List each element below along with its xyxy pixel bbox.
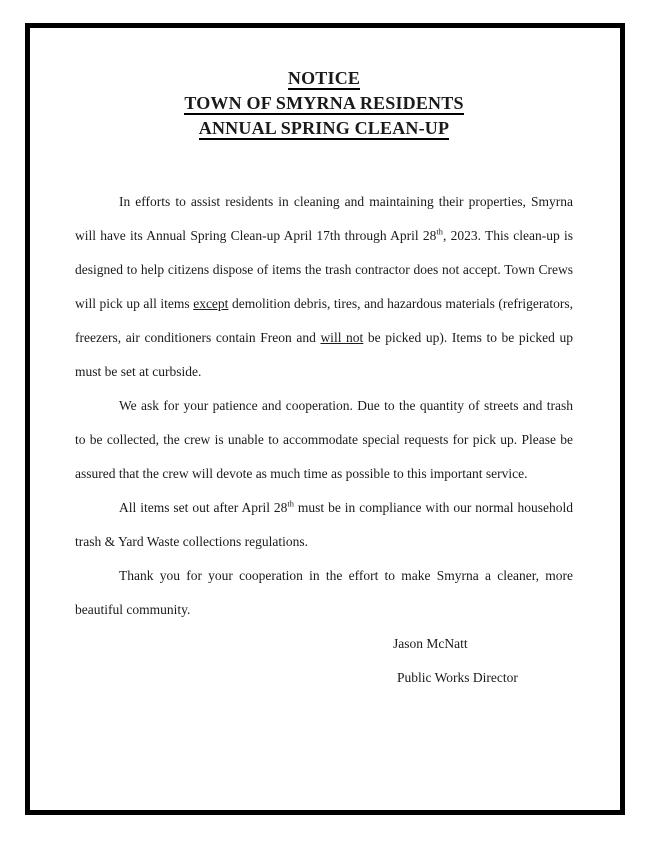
signature-title: Public Works Director (397, 670, 518, 685)
page-border-frame (25, 23, 625, 815)
paragraph-patience: We ask for your patience and cooperation. Due to the quantity of streets and trash to be collected, the crew is unable to accommodate special requests for pick up. Please be assured that the crew will devote as much time as possible to this important service. (75, 398, 573, 481)
notice-title-line-1 (75, 66, 573, 91)
notice-document (30, 28, 620, 695)
paragraph-compliance: All items set out after April 28th must be in compliance with our normal household trash & Yard Waste collections regulations. (75, 499, 573, 549)
notice-title-line-3 (75, 116, 573, 141)
paragraph-intro: In efforts to assist residents in cleaning and maintaining their properties, Smyrna will have its Annual Spring Clean-up April 17th through April 28th, 2023. This clean-up is designed to help citizens dispose of items the trash contractor does not accept. Town Crews will pick up all items except demolition debris, tires, and hazardous materials (refrigerators, freezers, air conditioners contain Freon and will not be picked up). Items to be picked up must be set at curbside. (75, 194, 573, 379)
notice-title-line-2 (75, 91, 573, 116)
paragraph-thanks: Thank you for your cooperation in the effort to make Smyrna a cleaner, more beautiful community. (75, 568, 573, 617)
notice-title-text-1: NOTICE (287, 68, 361, 88)
signature-name: Jason McNatt (393, 636, 468, 651)
notice-title (75, 66, 573, 141)
notice-title-text-3: ANNUAL SPRING CLEAN-UP (198, 118, 450, 138)
notice-body (75, 185, 573, 695)
notice-title-text-2: TOWN OF SMYRNA RESIDENTS (184, 93, 464, 113)
signature-block (75, 627, 573, 695)
